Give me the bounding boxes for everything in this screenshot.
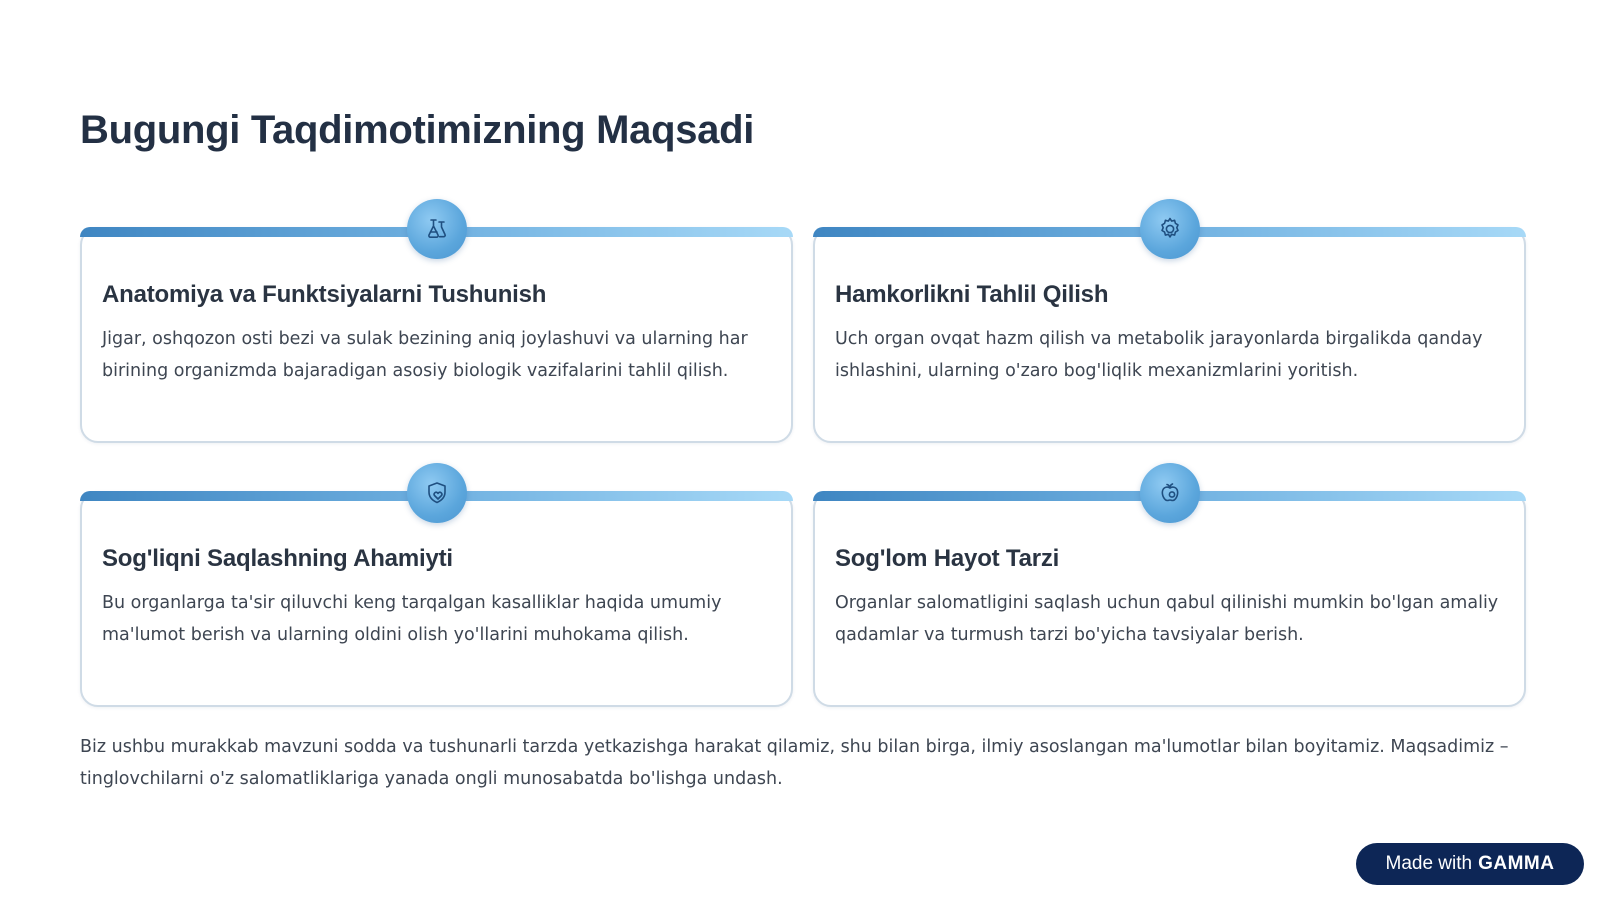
page-title: Bugungi Taqdimotimizning Maqsadi xyxy=(80,108,755,152)
card-heading: Hamkorlikni Tahlil Qilish xyxy=(835,281,1109,308)
card-collaboration xyxy=(813,227,1526,443)
gear-icon xyxy=(1140,199,1200,259)
apple-icon xyxy=(1140,463,1200,523)
made-with-gamma-badge[interactable] xyxy=(1356,843,1584,885)
summary-paragraph: Biz ushbu murakkab mavzuni sodda va tushunarli tarzda yetkazishga harakat qilamiz, shu bilan birga, ilmiy asoslangan ma'lumotlar bilan boyitamiz. Maqsadimiz – tinglovchilarni o'z salomatliklariga yanada ongli munosabatda bo'lishga undash. xyxy=(80,737,1509,789)
flask-icon xyxy=(407,199,467,259)
card-heading: Sog'liqni Saqlashning Ahamiyti xyxy=(102,545,453,572)
card-anatomy xyxy=(80,227,793,443)
card-heading: Sog'lom Hayot Tarzi xyxy=(835,545,1060,572)
card-text: Bu organlarga ta'sir qiluvchi keng tarqalgan kasalliklar haqida umumiy ma'lumot berish va ularning oldini olish yo'llarini muhokama qilish. xyxy=(102,593,722,645)
card-health-care xyxy=(80,491,793,707)
card-text: Jigar, oshqozon osti bezi va sulak bezining aniq joylashuvi va ularning har birining organizmda bajaradigan asosiy biologik vazifalarini tahlil qilish. xyxy=(102,329,748,381)
badge-prefix: Made with xyxy=(1385,853,1473,874)
card-text: Uch organ ovqat hazm qilish va metabolik jarayonlarda birgalikda qanday ishlashini, ularning o'zaro bog'liqlik mexanizmlarini yoritish. xyxy=(835,329,1483,381)
gamma-logo: GAMMA xyxy=(1478,853,1555,874)
card-text: Organlar salomatligini saqlash uchun qabul qilinishi mumkin bo'lgan amaliy qadamlar va turmush tarzi bo'yicha tavsiyalar berish. xyxy=(835,593,1499,645)
card-heading: Anatomiya va Funktsiyalarni Tushunish xyxy=(102,281,547,308)
shield-heart-icon xyxy=(407,463,467,523)
card-healthy-lifestyle xyxy=(813,491,1526,707)
